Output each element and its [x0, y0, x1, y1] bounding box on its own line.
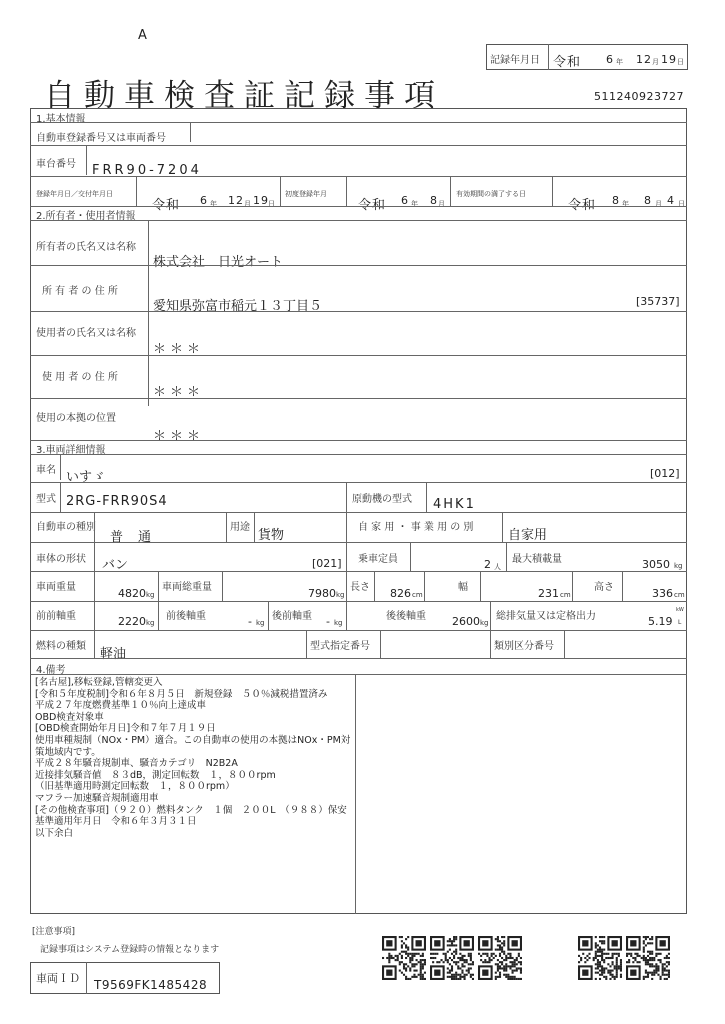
displacement-unit-kw: kW: [676, 607, 684, 613]
section-vehicle: 3.車両詳細情報: [36, 445, 106, 456]
capacity: 2: [484, 558, 492, 571]
height: 336: [652, 587, 673, 600]
body-label: 車体の形状: [36, 554, 86, 565]
class-number-label: 類別区分番号: [494, 641, 554, 652]
use: 貨物: [258, 528, 285, 543]
expiry-month-unit: 月: [655, 200, 662, 208]
weight-label: 車両重量: [36, 582, 76, 593]
model: 2RG-FRR90S4: [66, 494, 168, 509]
engine-label: 原動機の型式: [352, 494, 412, 505]
displacement-unit-l: L: [678, 619, 682, 626]
owner-name: 株式会社 日光オート: [153, 255, 284, 270]
body-shape: バン: [102, 558, 129, 573]
reg-year-unit: 年: [210, 200, 217, 208]
gross-weight: 7980: [308, 587, 336, 600]
reg-day-unit: 日: [268, 200, 275, 208]
type-number-label: 型式指定番号: [310, 641, 370, 652]
reg-date-year: 6: [200, 194, 208, 207]
width-label: 幅: [458, 582, 468, 593]
section-basic: 1.基本情報: [36, 114, 86, 125]
notes-text: 記録事項はシステム登録時の情報となります: [40, 945, 220, 955]
max-load-unit: kg: [674, 562, 683, 570]
chassis-value: FRR90-7204: [92, 163, 202, 178]
reg-date-label: 登録年月日／交付年月日: [36, 190, 113, 198]
width-unit: cm: [560, 591, 571, 599]
height-label: 高さ: [594, 582, 614, 593]
rr-axle-label: 後後軸重: [386, 611, 426, 622]
record-day-unit: 日: [677, 58, 684, 66]
expiry-year: 8: [612, 194, 620, 207]
section-remarks: 4.備考: [36, 665, 66, 676]
length-label: 長さ: [350, 582, 370, 593]
first-reg-label: 初度登録年月: [285, 190, 327, 198]
qr-code-2: [430, 936, 474, 980]
first-reg-year: 6: [401, 194, 409, 207]
chassis-label: 車台番号: [36, 159, 76, 170]
vehicle-id-label: 車両ＩＤ: [36, 972, 80, 985]
base-label: 使用の本拠の位置: [36, 413, 116, 424]
qr-code-1: [382, 936, 426, 980]
width: 231: [538, 587, 559, 600]
qr-code-3: [478, 936, 522, 980]
expiry-label: 有効期間の満了する日: [456, 190, 526, 198]
model-label: 型式: [36, 494, 56, 505]
capacity-label: 乗車定員: [358, 554, 398, 565]
reg-number-label: 自動車登録番号又は車両番号: [36, 133, 166, 144]
fr-axle-unit: kg: [256, 619, 265, 627]
private-label: 自 家 用 ・ 事 業 用 の 別: [358, 522, 474, 533]
owner-addr-label: 所 有 者 の 住 所: [42, 286, 118, 297]
reg-date-day: 19: [253, 194, 269, 207]
ff-axle-label: 前前軸重: [36, 611, 76, 622]
displacement-label: 総排気量又は定格出力: [496, 611, 596, 622]
first-reg-month-unit: 月: [438, 200, 445, 208]
record-date-era: 令和: [553, 55, 582, 70]
rr-axle-unit: kg: [480, 619, 489, 627]
kind: 普 通: [110, 530, 153, 545]
reg-date-month: 12: [228, 194, 244, 207]
maker-label: 車名: [36, 465, 56, 476]
first-reg-era: 令和: [358, 198, 387, 213]
gross-label: 車両総重量: [162, 582, 212, 593]
user-name: ＊＊＊: [153, 342, 205, 357]
expiry-day: 4: [667, 194, 675, 207]
maker-code: [012]: [650, 467, 680, 480]
user-addr: ＊＊＊: [153, 385, 205, 400]
max-load-label: 最大積載量: [512, 554, 562, 565]
user-addr-label: 使 用 者 の 住 所: [42, 372, 118, 383]
body-code: [021]: [312, 557, 342, 570]
record-date-day: 19: [661, 53, 677, 66]
ff-axle-unit: kg: [146, 619, 155, 627]
ff-axle: 2220: [118, 615, 146, 628]
first-reg-month: 8: [430, 194, 438, 207]
gross-unit: kg: [336, 591, 345, 599]
height-unit: cm: [674, 591, 685, 599]
notes-label: [注意事項]: [32, 927, 76, 937]
record-year-unit: 年: [616, 58, 623, 66]
page-title: 自動車検査証記録事項: [44, 78, 444, 114]
displacement: 5.19: [648, 615, 673, 628]
base-location: ＊＊＊: [153, 429, 205, 444]
record-date-year: 6: [606, 53, 614, 66]
owner-addr-code: [35737]: [636, 295, 680, 308]
section-owner: 2.所有者・使用者情報: [36, 211, 136, 222]
expiry-year-unit: 年: [622, 200, 629, 208]
fuel-label: 燃料の種類: [36, 641, 86, 652]
first-reg-year-unit: 年: [411, 200, 418, 208]
expiry-era: 令和: [568, 198, 597, 213]
user-name-label: 使用者の氏名又は名称: [36, 328, 136, 339]
owner-name-label: 所有者の氏名又は名称: [36, 242, 136, 253]
rf-axle-unit: kg: [334, 619, 343, 627]
reg-date-era: 令和: [152, 198, 181, 213]
form-mark: A: [138, 28, 147, 43]
fr-axle-label: 前後軸重: [166, 611, 206, 622]
expiry-day-unit: 日: [678, 200, 685, 208]
record-date-label: 記録年月日: [490, 55, 540, 66]
rr-axle: 2600: [452, 615, 480, 628]
engine: 4HK1: [433, 497, 476, 512]
record-month-unit: 月: [652, 58, 659, 66]
weight-unit: kg: [146, 591, 155, 599]
fuel: 軽油: [100, 647, 127, 662]
rf-axle-label: 後前軸重: [272, 611, 312, 622]
remarks-text: [名古屋],移転登録,管轄変更入 [令和５年度税制]令和６年８月５日 新規登録 ５０％減税措置済み 平成２７年度燃費基準１０％向上達成車 OBD検査対象車 [OBD検査開始年月日]令和７年７月１９日 使用車種規制（NOx・PM）適合。この自動車の使用の本拠はNOx・PM対策地域内です。 平成２８年騒音規制車、騒音カテゴリ N2B2A 近接排気騒音値 ８３dB，測定回転数 １，８００rpm （旧基準適用時測定回転数 １，８００rpm） マフラー加速騒音規制適用車 [その他検査事項]（９２０）燃料タンク １個 ２００L （９８８）保安基準適用年月日 令和６年３月３１日 以下余白: [35, 677, 351, 839]
document-number: 511240923727: [594, 90, 684, 103]
reg-month-unit: 月: [244, 200, 251, 208]
qr-code-4: [578, 936, 622, 980]
use-label: 用途: [230, 522, 250, 533]
kind-label: 自動車の種別: [36, 522, 96, 533]
maker: いすゞ: [66, 470, 106, 485]
record-date-month: 12: [636, 53, 652, 66]
length: 826: [390, 587, 411, 600]
expiry-month: 8: [644, 194, 652, 207]
rf-axle: -: [326, 615, 331, 628]
vehicle-id: T9569FK1485428: [94, 978, 208, 992]
fr-axle: -: [248, 615, 253, 628]
capacity-unit: 人: [494, 563, 501, 571]
length-unit: cm: [412, 591, 423, 599]
private-use: 自家用: [508, 528, 548, 543]
qr-code-5: [626, 936, 670, 980]
weight: 4820: [118, 587, 146, 600]
owner-addr: 愛知県弥富市稲元１３丁目５: [153, 299, 323, 314]
max-load: 3050: [642, 558, 670, 571]
